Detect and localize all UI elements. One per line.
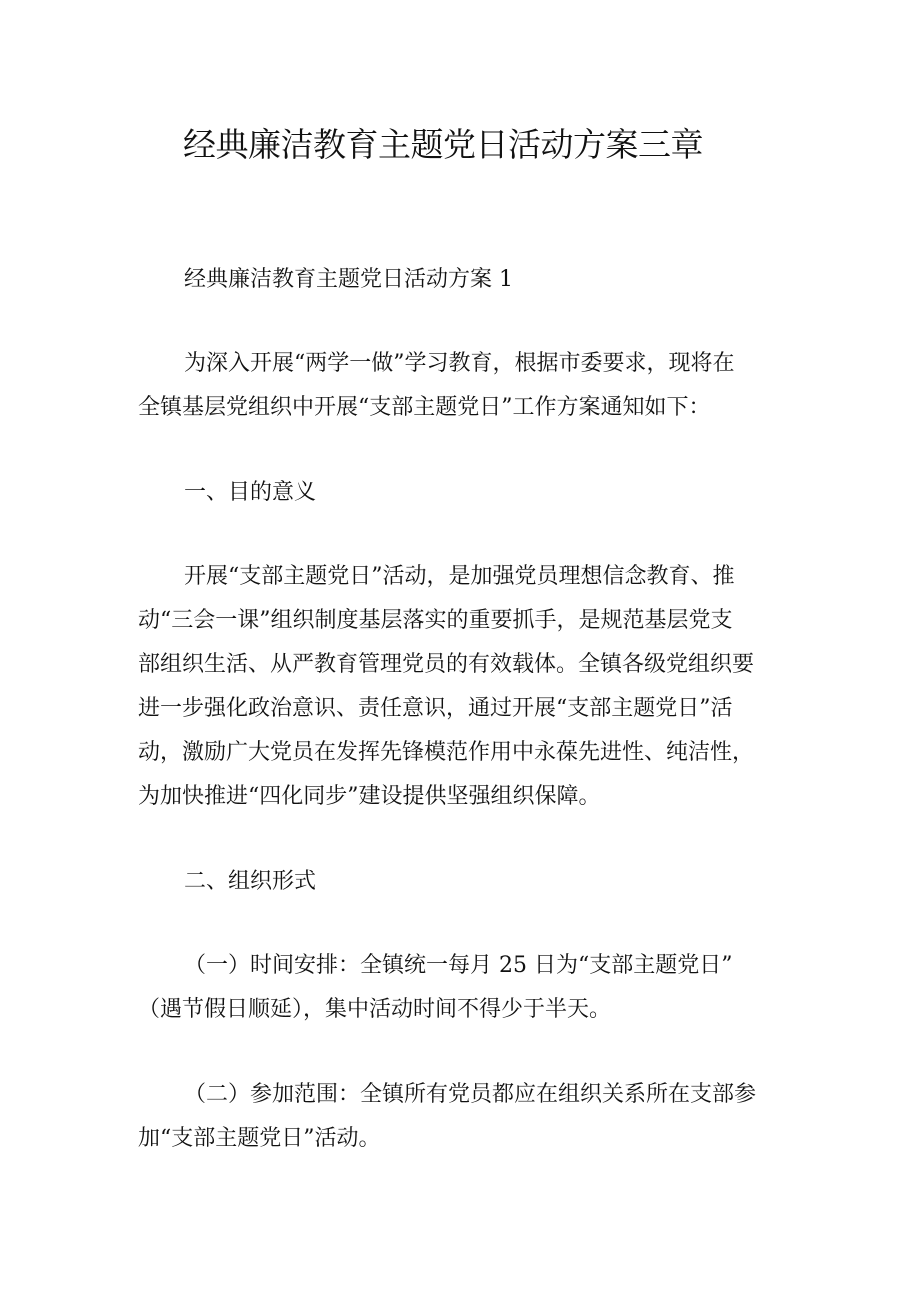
document-subtitle: 经典廉洁教育主题党日活动方案 1 — [184, 267, 513, 292]
intro-line-2: 全镇基层党组织中开展“支部主题党日”工作方案通知如下： — [138, 395, 711, 420]
document-title: 经典廉洁教育主题党日活动方案三章 — [183, 125, 703, 164]
intro-line-1: 为深入开展“两学一做”学习教育，根据市委要求，现将在 — [184, 351, 735, 376]
section1-line-2: 动“三会一课”组织制度基层落实的重要抓手，是规范基层党支 — [138, 608, 733, 633]
section1-heading: 一、目的意义 — [184, 480, 317, 505]
section2-item2-line-2: 加“支部主题党日”活动。 — [138, 1126, 381, 1151]
section1-line-4: 进一步强化政治意识、责任意识，通过开展“支部主题党日”活 — [138, 696, 733, 721]
section2-heading: 二、组织形式 — [184, 869, 317, 894]
section1-line-5: 动，激励广大党员在发挥先锋模范作用中永葆先进性、纯洁性， — [138, 740, 755, 765]
section1-line-3: 部组织生活、从严教育管理党员的有效载体。全镇各级党组织要 — [138, 652, 755, 677]
section2-item1-line-1: （一）时间安排：全镇统一每月 25 日为“支部主题党日” — [184, 953, 733, 978]
section2-item2-line-1: （二）参加范围：全镇所有党员都应在组织关系所在支部参 — [184, 1082, 757, 1107]
section1-line-6: 为加快推进“四化同步”建设提供坚强组织保障。 — [138, 784, 601, 809]
section2-item1-line-2: （遇节假日顺延），集中活动时间不得少于半天。 — [138, 997, 612, 1022]
section1-line-1: 开展“支部主题党日”活动，是加强党员理想信念教育、推 — [184, 564, 735, 589]
